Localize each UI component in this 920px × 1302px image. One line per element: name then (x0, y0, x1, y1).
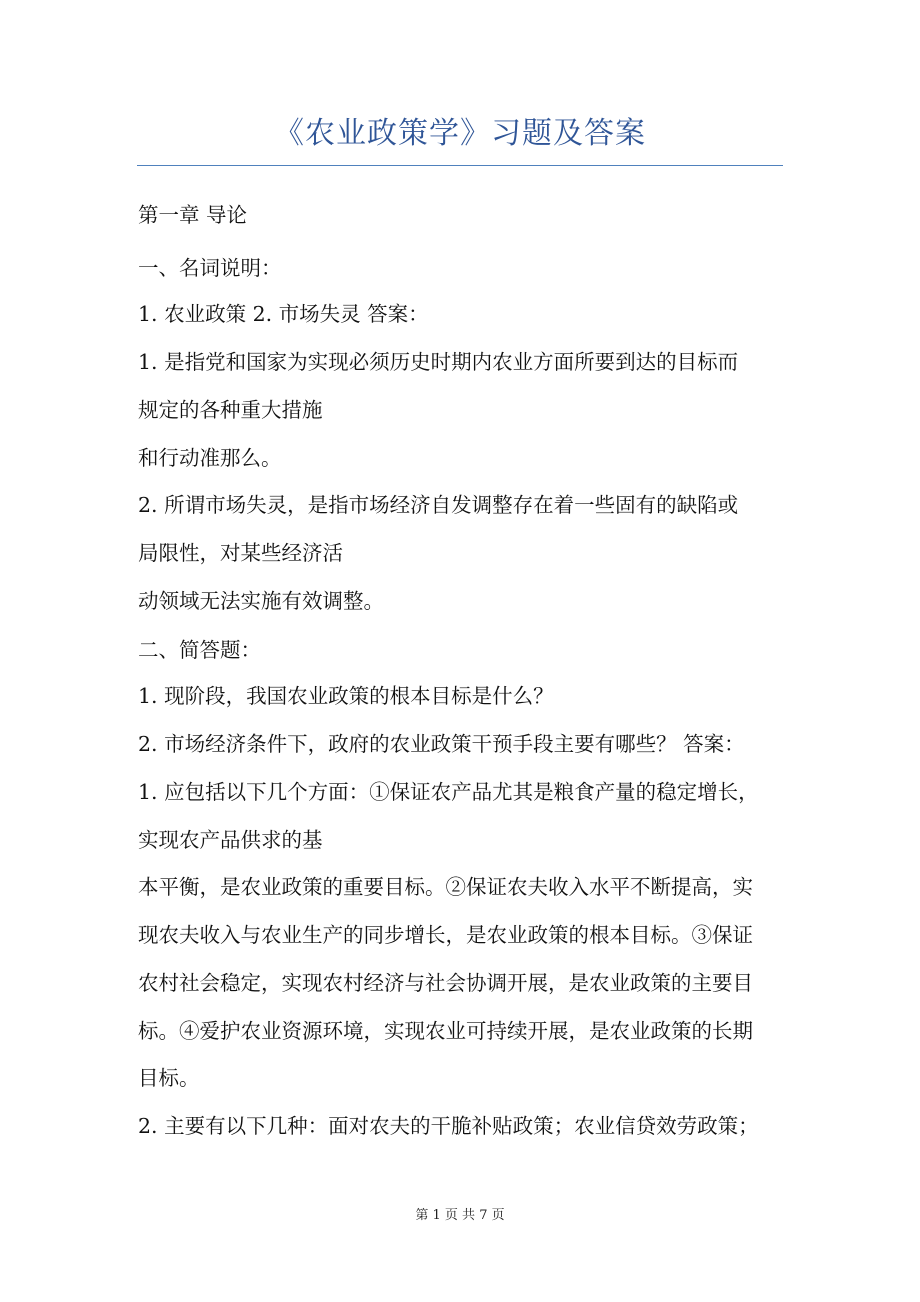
text-line: 和行动准那么。 (138, 446, 282, 470)
text-line: 标。④爱护农业资源环境，实现农业可持续开展，是农业政策的长期 (138, 1019, 753, 1043)
text-line: 局限性，对某些经济活 (138, 541, 343, 565)
text-line: 2. 所谓市场失灵，是指市场经济自发调整存在着一些固有的缺陷或 (138, 493, 739, 517)
chapter-heading: 第一章 导论 (138, 203, 248, 227)
text-line: 农村社会稳定，实现农村经济与社会协调开展，是农业政策的主要目 (138, 971, 753, 995)
text-line: 规定的各种重大措施 (138, 398, 323, 422)
section-heading: 二、简答题： (138, 638, 261, 662)
section-heading: 一、名词说明： (138, 256, 282, 280)
text-line: 2. 市场经济条件下，政府的农业政策干预手段主要有哪些？ 答案： (138, 732, 745, 756)
text-line: 1. 是指党和国家为实现必须历史时期内农业方面所要到达的目标而 (138, 350, 739, 374)
text-line: 现农夫收入与农业生产的同步增长，是农业政策的根本目标。③保证 (138, 923, 753, 947)
text-line: 动领域无法实施有效调整。 (138, 589, 384, 613)
text-line: 1. 应包括以下几个方面：①保证农产品尤其是粮食产量的稳定增长， (138, 780, 759, 804)
text-line: 2. 主要有以下几种：面对农夫的干脆补贴政策；农业信贷效劳政策； (138, 1114, 759, 1138)
text-line: 实现农产品供求的基 (138, 828, 323, 852)
page-number: 第 1 页 共 7 页 (415, 1208, 505, 1223)
text-line: 本平衡，是农业政策的重要目标。②保证农夫收入水平不断提高，实 (138, 875, 753, 899)
title-divider (137, 165, 783, 166)
text-line: 1. 农业政策 2. 市场失灵 答案： (138, 302, 429, 326)
text-line: 1. 现阶段，我国农业政策的根本目标是什么？ (138, 684, 554, 708)
text-line: 目标。 (138, 1066, 200, 1090)
document-title: 《农业政策学》习题及答案 (274, 116, 646, 151)
